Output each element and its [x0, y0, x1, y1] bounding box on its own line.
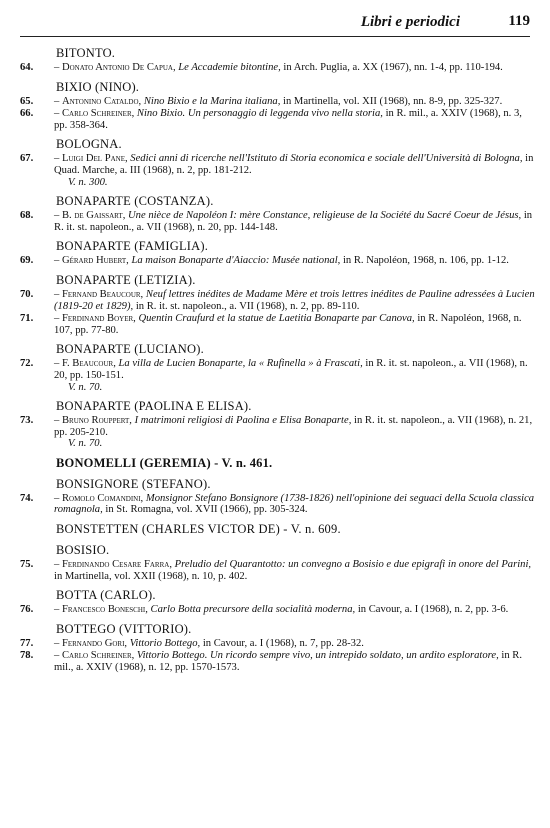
bibliography-entry — [20, 289, 536, 312]
entry-author: Carlo Schreiner, — [61, 108, 135, 120]
entry-title: Neuf lettres inédites de Madame Mère et trois lettres inédites de Pauline adressées à Lucien (1819-20 et 1829), — [54, 288, 535, 312]
entry-author: Ferdinando Cesare Farra, — [61, 559, 172, 571]
entry-text: – B. de Gaissart, Une nièce de Napoléon I: mère Constance, religieuse de la Société du Sacré Coeur de Jésus, in R. it. st. napoleon., a. VII (1968), n. 20, pp. 144-148. — [54, 210, 533, 233]
entry-number: 69. — [20, 255, 34, 267]
section-heading: BONAPARTE (PAOLINA E ELISA). — [56, 399, 252, 414]
section-heading: BONAPARTE (FAMIGLIA). — [56, 239, 209, 254]
entry-text: – Francesco Boneschi, Carlo Botta precursore della socialità moderna, in Cavour, a. I (1968), n. 2, pp. 3-6. — [54, 604, 509, 616]
entry-title: Preludio del Quarantotto: un convegno a Bosisio e due epigrafi in onore del Parini, — [174, 559, 532, 571]
entry-number: 77. — [20, 637, 34, 649]
section-heading: BONOMELLI (GEREMIA) - V. n. 461. — [56, 455, 273, 470]
page-header — [20, 10, 530, 37]
bibliography-entry — [20, 604, 536, 616]
entry-title: Quentin Craufurd et la statue de Laetitia Bonaparte par Canova, — [138, 313, 415, 325]
entry-number: 73. — [20, 415, 34, 427]
entry-citation: in R. it. st. napoleon., a. VII (1968), n. 21, pp. 205-210. — [54, 415, 533, 438]
bibliography-entry — [20, 313, 536, 336]
entry-author: Luigi Del Pane, — [61, 153, 128, 165]
entry-citation: in R. mil., a. XXIV (1968), n. 3, pp. 358-364. — [54, 108, 522, 131]
entry-author: Ferdinand Boyer, — [61, 313, 136, 325]
entry-title: I matrimoni religiosi di Paolina e Elisa Bonaparte, — [134, 415, 352, 427]
section-heading: BIXIO (NINO). — [56, 79, 140, 94]
entry-title: Sedici anni di ricerche nell'Istituto di Storia economica e sociale dell'Università di Bologna, — [130, 153, 523, 165]
entry-title: Monsignor Stefano Bonsignore (1738-1826) nell'opinione dei seguaci della Scuola classica romagnola, — [54, 492, 535, 516]
entry-text: – Bruno Rouppert, I matrimoni religiosi di Paolina e Elisa Bonaparte, in R. it. st. napoleon., a. VII (1968), n. 21, pp. 205-210. — [54, 415, 533, 438]
bibliography-entry — [20, 153, 536, 188]
section-heading: BITONTO. — [56, 46, 116, 60]
entry-author: Carlo Schreiner, — [61, 650, 135, 662]
bibliography-list — [20, 46, 536, 674]
section-heading: BOLOGNA. — [56, 137, 122, 152]
entry-author: B. de Gaissart, — [61, 210, 126, 222]
entry-title: Vittorio Bottego. Un ricordo sempre vivo, un intrepido soldato, un ardito esploratore, — [136, 650, 499, 662]
entry-citation: in Martinella, vol. XII (1968), nn. 8-9, pp. 325-327. — [283, 95, 503, 107]
entry-citation: in Quad. Marche, a. III (1968), n. 2, pp. 181-212. — [54, 153, 534, 176]
entry-text: – Gérard Hubert, La maison Bonaparte d'Aiaccio: Musée national, in R. Napoléon, 1968, n. 106, pp. 1-12. — [54, 255, 509, 267]
entry-number: 75. — [20, 559, 34, 571]
bibliography-entry — [20, 650, 536, 673]
entry-number: 74. — [20, 492, 34, 504]
entry-cross-reference: V. n. 70. — [68, 381, 103, 393]
bibliography-entry — [20, 255, 536, 267]
section-heading: BONAPARTE (LETIZIA). — [56, 272, 196, 287]
entry-title: Le Accademie bitontine, — [178, 62, 281, 73]
page-number: 119 — [508, 13, 530, 29]
bibliography-entry — [20, 358, 536, 393]
entry-text: – Fernand Beaucour, Neuf lettres inédites de Madame Mère et trois lettres inédites de Pauline adressées à Lucien (1819-20 et 1829), in R. it. st. napoleon., a. VII (1968), n. 2, pp. 89-110. — [54, 288, 535, 312]
entry-title: Une nièce de Napoléon I: mère Constance, religieuse de la Société du Sacré Coeur de Jésus, — [128, 210, 522, 222]
entry-title: Nino Bixio e la Marina italiana, — [143, 95, 281, 107]
entry-title: La villa de Lucien Bonaparte, la « Rufinella » à Frascati, — [118, 358, 363, 370]
entry-citation: in R. it. st. napoleon., a. VII (1968), n. 20, pp. 144-148. — [54, 210, 533, 233]
entry-author: Francesco Boneschi, — [61, 604, 148, 616]
entry-citation: in Cavour, a. I (1968), n. 7, pp. 28-32. — [202, 637, 364, 649]
entry-author: Romolo Comandini, — [61, 492, 144, 504]
running-title: Libri e periodici — [360, 14, 460, 30]
entry-citation: in R. Napoléon, 1968, n. 107, pp. 77-80. — [54, 313, 522, 336]
entry-text: – Antonino Cataldo, Nino Bixio e la Marina italiana, in Martinella, vol. XII (1968), nn. 8-9, pp. 325-327. — [54, 95, 503, 107]
bibliography-entry — [20, 62, 536, 74]
entry-number: 64. — [20, 62, 34, 73]
entry-number: 76. — [20, 604, 34, 616]
entry-number: 66. — [20, 108, 34, 120]
bibliography-entry — [20, 210, 536, 233]
entry-text: – Carlo Schreiner, Nino Bixio. Un personaggio di leggenda vivo nella storia, in R. mil., a. XXIV (1968), n. 3, pp. 358-364. — [54, 108, 522, 131]
entry-author: Gérard Hubert, — [61, 255, 129, 267]
section-heading: BOSISIO. — [56, 543, 110, 558]
entry-author: Donato Antonio De Capua, — [61, 62, 176, 73]
bibliography-entry — [20, 493, 536, 516]
bibliography-entry — [20, 559, 536, 582]
entry-author: Bruno Rouppert, — [61, 415, 132, 427]
entry-citation: in R. it. st. napoleon., a. VII (1968), n. 20, pp. 150-151. — [54, 358, 528, 381]
entry-author: Fernand Beaucour, — [61, 288, 144, 300]
entry-cross-reference: V. n. 70. — [68, 438, 103, 450]
entry-citation: in R. it. st. napoleon., a. VII (1968), n. 2, pp. 89-110. — [135, 300, 360, 312]
entry-author: Fernando Gori, — [61, 637, 128, 649]
entry-text: – Romolo Comandini, Monsignor Stefano Bonsignore (1738-1826) nell'opinione dei seguaci della Scuola classica romagnola, in St. Romagna, vol. XVII (1966), pp. 305-324. — [54, 492, 535, 516]
entry-text: – Ferdinand Boyer, Quentin Craufurd et la statue de Laetitia Bonaparte par Canova, in R. Napoléon, 1968, n. 107, pp. 77-80. — [54, 313, 522, 336]
entry-text: – Donato Antonio De Capua, Le Accademie bitontine, in Arch. Puglia, a. XX (1967), nn. 1-4, pp. 110-194. — [54, 62, 503, 73]
section-heading: BONSTETTEN (CHARLES VICTOR DE) - V. n. 609. — [56, 522, 341, 537]
entry-author: F. Beaucour, — [61, 358, 116, 370]
entry-citation: in R. Napoléon, 1968, n. 106, pp. 1-12. — [342, 255, 509, 267]
section-heading: BOTTA (CARLO). — [56, 588, 156, 603]
entry-text: – Carlo Schreiner, Vittorio Bottego. Un ricordo sempre vivo, un intrepido soldato, un ardito esploratore, in R. mil., a. XXIV (1968), n. 12, pp. 1570-1573. — [54, 650, 523, 674]
entry-title: Carlo Botta precursore della socialità moderna, — [150, 604, 356, 616]
section-heading: BONAPARTE (LUCIANO). — [56, 342, 204, 357]
bibliography-entry — [20, 415, 536, 450]
entry-citation: in Cavour, a. I (1968), n. 2, pp. 3-6. — [357, 604, 509, 616]
entry-number: 78. — [20, 650, 34, 662]
section-heading: BOTTEGO (VITTORIO). — [56, 621, 192, 636]
entry-title: La maison Bonaparte d'Aiaccio: Musée national, — [131, 255, 341, 267]
section-heading: BONAPARTE (COSTANZA). — [56, 194, 214, 209]
entry-text: – Ferdinando Cesare Farra, Preludio del Quarantotto: un convegno a Bosisio e due epigrafi in onore del Parini, in Martinella, vol. XXII (1968), n. 10, p. 402. — [54, 559, 532, 582]
entry-cross-reference: V. n. 300. — [68, 176, 108, 188]
entry-citation: in St. Romagna, vol. XVII (1966), pp. 305-324. — [105, 504, 308, 516]
entry-number: 68. — [20, 210, 34, 222]
entry-number: 65. — [20, 95, 34, 107]
entry-citation: in Arch. Puglia, a. XX (1967), nn. 1-4, pp. 110-194. — [283, 62, 503, 73]
bibliography-entry — [20, 96, 536, 108]
entry-number: 72. — [20, 358, 34, 370]
entry-number: 71. — [20, 313, 34, 325]
entry-text: – Fernando Gori, Vittorio Bottego, in Cavour, a. I (1968), n. 7, pp. 28-32. — [54, 637, 364, 649]
entry-citation: in Martinella, vol. XXII (1968), n. 10, p. 402. — [54, 570, 248, 582]
entry-title: Vittorio Bottego, — [129, 637, 201, 649]
entry-author: Antonino Cataldo, — [61, 95, 142, 107]
entry-citation: in R. mil., a. XXIV (1968), n. 12, pp. 1570-1573. — [54, 650, 523, 674]
bibliography-entry — [20, 108, 536, 131]
entry-number: 67. — [20, 153, 34, 165]
entry-number: 70. — [20, 288, 34, 300]
section-heading: BONSIGNORE (STEFANO). — [56, 476, 211, 491]
entry-text: – F. Beaucour, La villa de Lucien Bonaparte, la « Rufinella » à Frascati, in R. it. st. napoleon., a. VII (1968), n. 20, pp. 150-151. — [54, 358, 528, 381]
bibliography-entry — [20, 638, 536, 650]
entry-text: – Luigi Del Pane, Sedici anni di ricerche nell'Istituto di Storia economica e sociale dell'Università di Bologna, in Quad. Marche, a. III (1968), n. 2, pp. 181-212. — [54, 153, 534, 176]
entry-title: Nino Bixio. Un personaggio di leggenda vivo nella storia, — [136, 108, 383, 120]
